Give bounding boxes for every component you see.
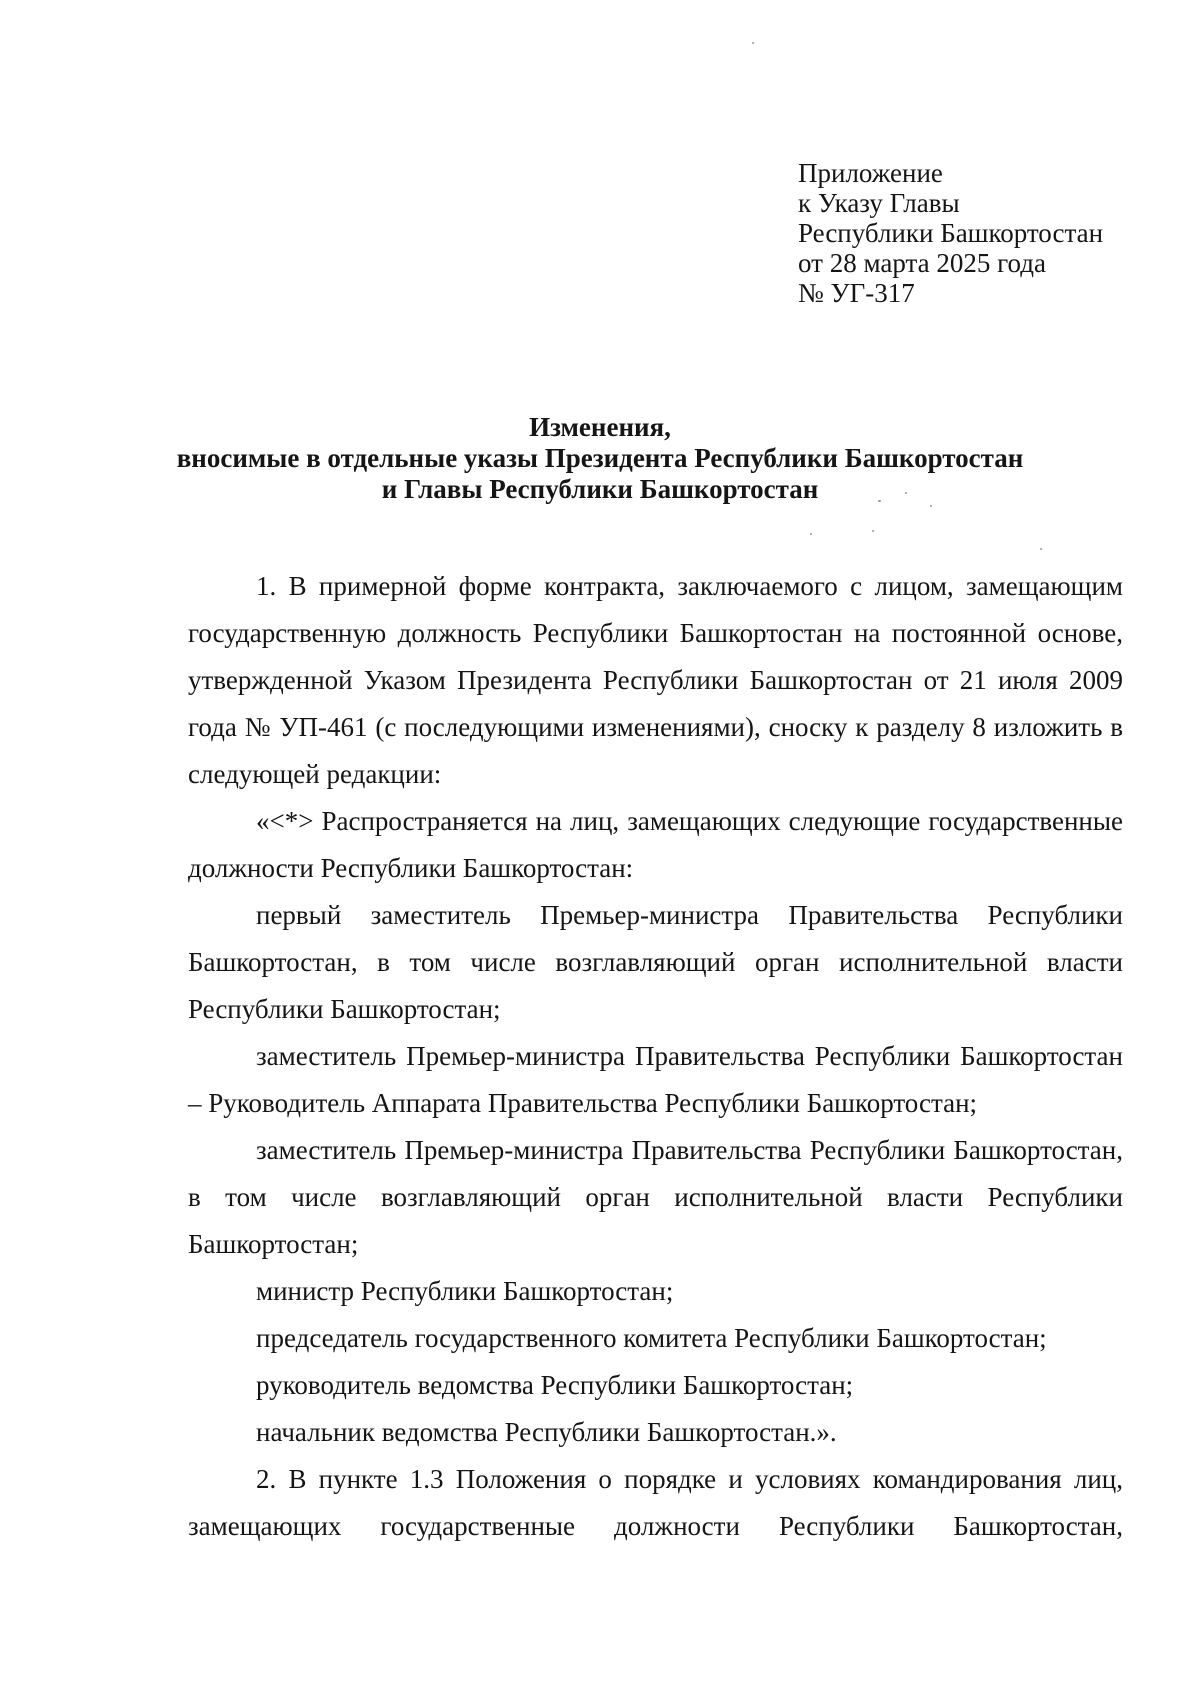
scan-speck — [872, 530, 874, 532]
body-paragraph: председатель государственного комитета Республики Башкортостан; — [256, 1323, 1047, 1353]
annex-line: Приложение — [798, 158, 943, 188]
annex-line: к Указу Главы — [798, 188, 960, 218]
body-paragraph: «<*> Распространяется на лиц, замещающих следующие государственные должности Республики Башкортостан: — [188, 806, 1123, 883]
document-title — [150, 412, 1050, 505]
body-paragraph: заместитель Премьер-министра Правительства Республики Башкортостан – Руководитель Аппарата Правительства Республики Башкортостан; — [188, 1041, 1123, 1118]
body-paragraph: заместитель Премьер-министра Правительства Республики Башкортостан, в том числе возглавляющий орган исполнительной власти Республики Башкортостан; — [188, 1135, 1123, 1259]
annex-line: от 28 марта 2025 года — [798, 248, 1046, 278]
scan-speck — [810, 533, 812, 535]
annex-line: Республики Башкортостан — [798, 218, 1104, 248]
body-paragraph: 1. В примерной форме контракта, заключаемого с лицом, замещающим государственную должность Республики Башкортостан на постоянной основе, утвержденной Указом Президента Республики Башкортостан от 21 июля 2009 года № УП-461 (с последующими изменениями), сноску к разделу 8 изложить в следующей редакции: — [188, 571, 1123, 789]
body-paragraph: первый заместитель Премьер-министра Правительства Республики Башкортостан, в том числе возглавляющий орган исполнительной власти Республики Башкортостан; — [188, 900, 1123, 1024]
title-line: вносимые в отдельные указы Президента Республики Башкортостан — [176, 443, 1024, 473]
title-line: и Главы Республики Башкортостан — [381, 474, 819, 504]
body-paragraph: министр Республики Башкортостан; — [256, 1276, 674, 1306]
scan-speck — [930, 505, 932, 507]
title-line: Изменения, — [529, 412, 671, 442]
scan-speck — [1040, 548, 1042, 550]
scan-speck — [752, 42, 754, 44]
body-paragraph: руководитель ведомства Республики Башкортостан; — [256, 1370, 854, 1400]
body-paragraph: 2. В пункте 1.3 Положения о порядке и условиях командирования лиц, замещающих государственные должности Республики Башкортостан, — [188, 1464, 1123, 1541]
body-paragraph: начальник ведомства Республики Башкортостан.». — [256, 1417, 837, 1447]
scan-speck — [905, 492, 907, 494]
scan-speck — [878, 500, 881, 502]
annex-line: № УГ-317 — [798, 278, 915, 308]
annex-block — [798, 158, 1103, 308]
document-body — [188, 563, 1123, 1550]
